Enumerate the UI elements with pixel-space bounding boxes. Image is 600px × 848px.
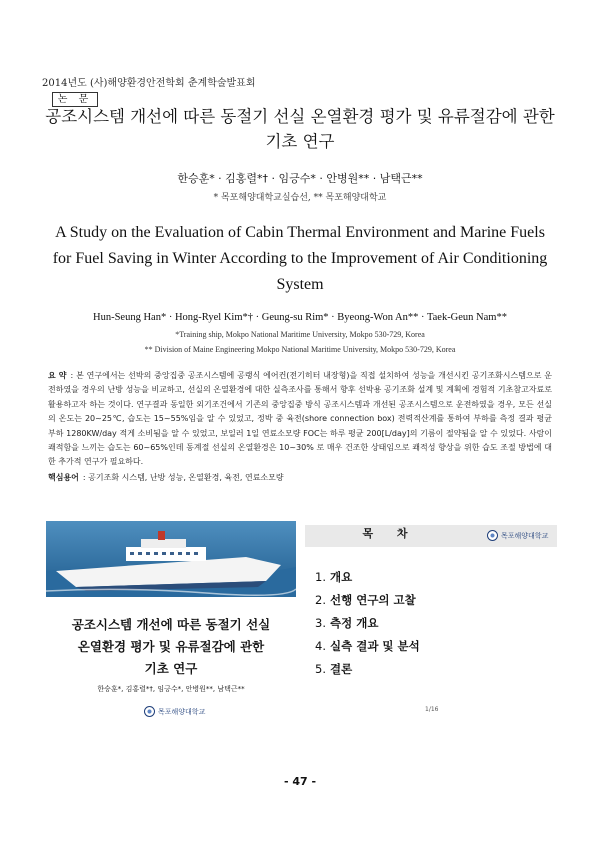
toc-item: 5. 결론: [315, 662, 353, 676]
university-seal-icon: [144, 706, 155, 717]
ship-photo: [46, 521, 296, 597]
english-authors: Hun-Seung Han* · Hong-Ryel Kim*† · Geung-su Rim* · Byeong-Won An** · Taek-Geun Nam**: [93, 312, 507, 323]
korean-affiliations: * 목포해양대학교실습선, ** 목포해양대학교: [213, 193, 387, 203]
english-title: A Study on the Evaluation of Cabin Thermal Environment and Marine Fuels for Fuel Saving in Winter According to the Improvement of Air Conditioning System: [52, 224, 548, 293]
page-footer-number: - 47 -: [283, 775, 317, 788]
toc-title: 목 차: [362, 527, 418, 540]
university-logo: [144, 706, 205, 717]
toc-item: 2. 선행 연구의 고찰: [315, 593, 416, 607]
conference-header: 2014년도 (사)해양환경안전학회 춘계학술발표회: [42, 78, 256, 89]
korean-authors: 한승훈* · 김홍렬*† · 임긍수* · 안병원** · 남택근**: [177, 172, 423, 185]
logo-text: 목포해양대학교: [158, 707, 206, 716]
university-seal-icon: [487, 530, 498, 541]
abstract-text: : 본 연구에서는 선박의 중앙집중 공조시스템에 공랭식 에어컨(전기히터 내장형)을 직접 설치하여 성능을 개선시킨 공기조화시스템으로 운전하였을 경우의 난방 성능을 비교하고, 선실의 온열환경에 대한 실측조사를 통해서 향후 선박용 공기조화 설계 및 계획에 경험적 기초참고자료로 활용하고자 하는 것이다. 연구결과 동일한 외기조건에서 기존의 중앙집중 방식 공조시스템과 개선된 공조시스템으로 운전하였을 경우, 모든 선실의 온도는 20~25℃, 습도는 15~55%임을 알 수 있었고, 정박 중 육전(shore connection box) 전력적산계를 통하여 부하를 측정 결과 평균 부하 1280KW/day 적게 소비됨을 알 수 있었고, 보일러 1일 연료소모량 FOC는 하루 평균 200[L/day]의 기름이 절약됨을 알 수 있었다. 사람이 쾌적함을 느끼는 습도는 60~65%인데 동계절 선실의 온열환경은 10~30% 로 매우 건조한 상태임으로 쾌적성 향상을 위한 습도 조절 방법에 대한 추가적 연구가 필요하다.: [48, 371, 552, 467]
keywords-text: : 공기조화 시스템, 난방 성능, 온열환경, 육전, 연료소모량: [82, 473, 284, 482]
abstract: [48, 369, 552, 470]
keywords: [48, 472, 284, 483]
slide-title-line3: 기초 연구: [144, 661, 198, 676]
slide-authors: 한승훈*, 김홍렬*†, 임긍수*, 안병원**, 남택근**: [97, 685, 245, 693]
toc-item: 3. 측정 개요: [315, 616, 379, 630]
university-logo: [487, 530, 548, 541]
toc-slide: [305, 521, 557, 726]
logo-text: 목포해양대학교: [501, 531, 549, 540]
abstract-label: 요 약: [48, 371, 67, 380]
toc-item: 1. 개요: [315, 570, 353, 584]
slide-page-number: 1/16: [425, 706, 439, 713]
slide-title: [46, 614, 296, 680]
english-affiliation-2: ** Division of Maine Engineering Mokpo National Maritime University, Mokpo 530-729, Korea: [144, 345, 456, 354]
toc-list: [315, 566, 420, 681]
english-affiliation-1: *Training ship, Mokpo National Maritime University, Mokpo 530-729, Korea: [175, 330, 425, 339]
paper-type-tag: 논 문: [52, 92, 98, 107]
toc-item: 4. 실측 결과 및 분석: [315, 639, 420, 653]
slide-title-line2: 온열환경 평가 및 유류절감에 관한: [77, 639, 265, 654]
korean-title: 공조시스템 개선에 따른 동절기 선실 온열환경 평가 및 유류절감에 관한 기초 연구: [45, 107, 555, 151]
slide-title-line1: 공조시스템 개선에 따른 동절기 선실: [71, 617, 271, 632]
title-slide: [46, 521, 296, 726]
keywords-label: 핵심용어: [48, 473, 79, 482]
